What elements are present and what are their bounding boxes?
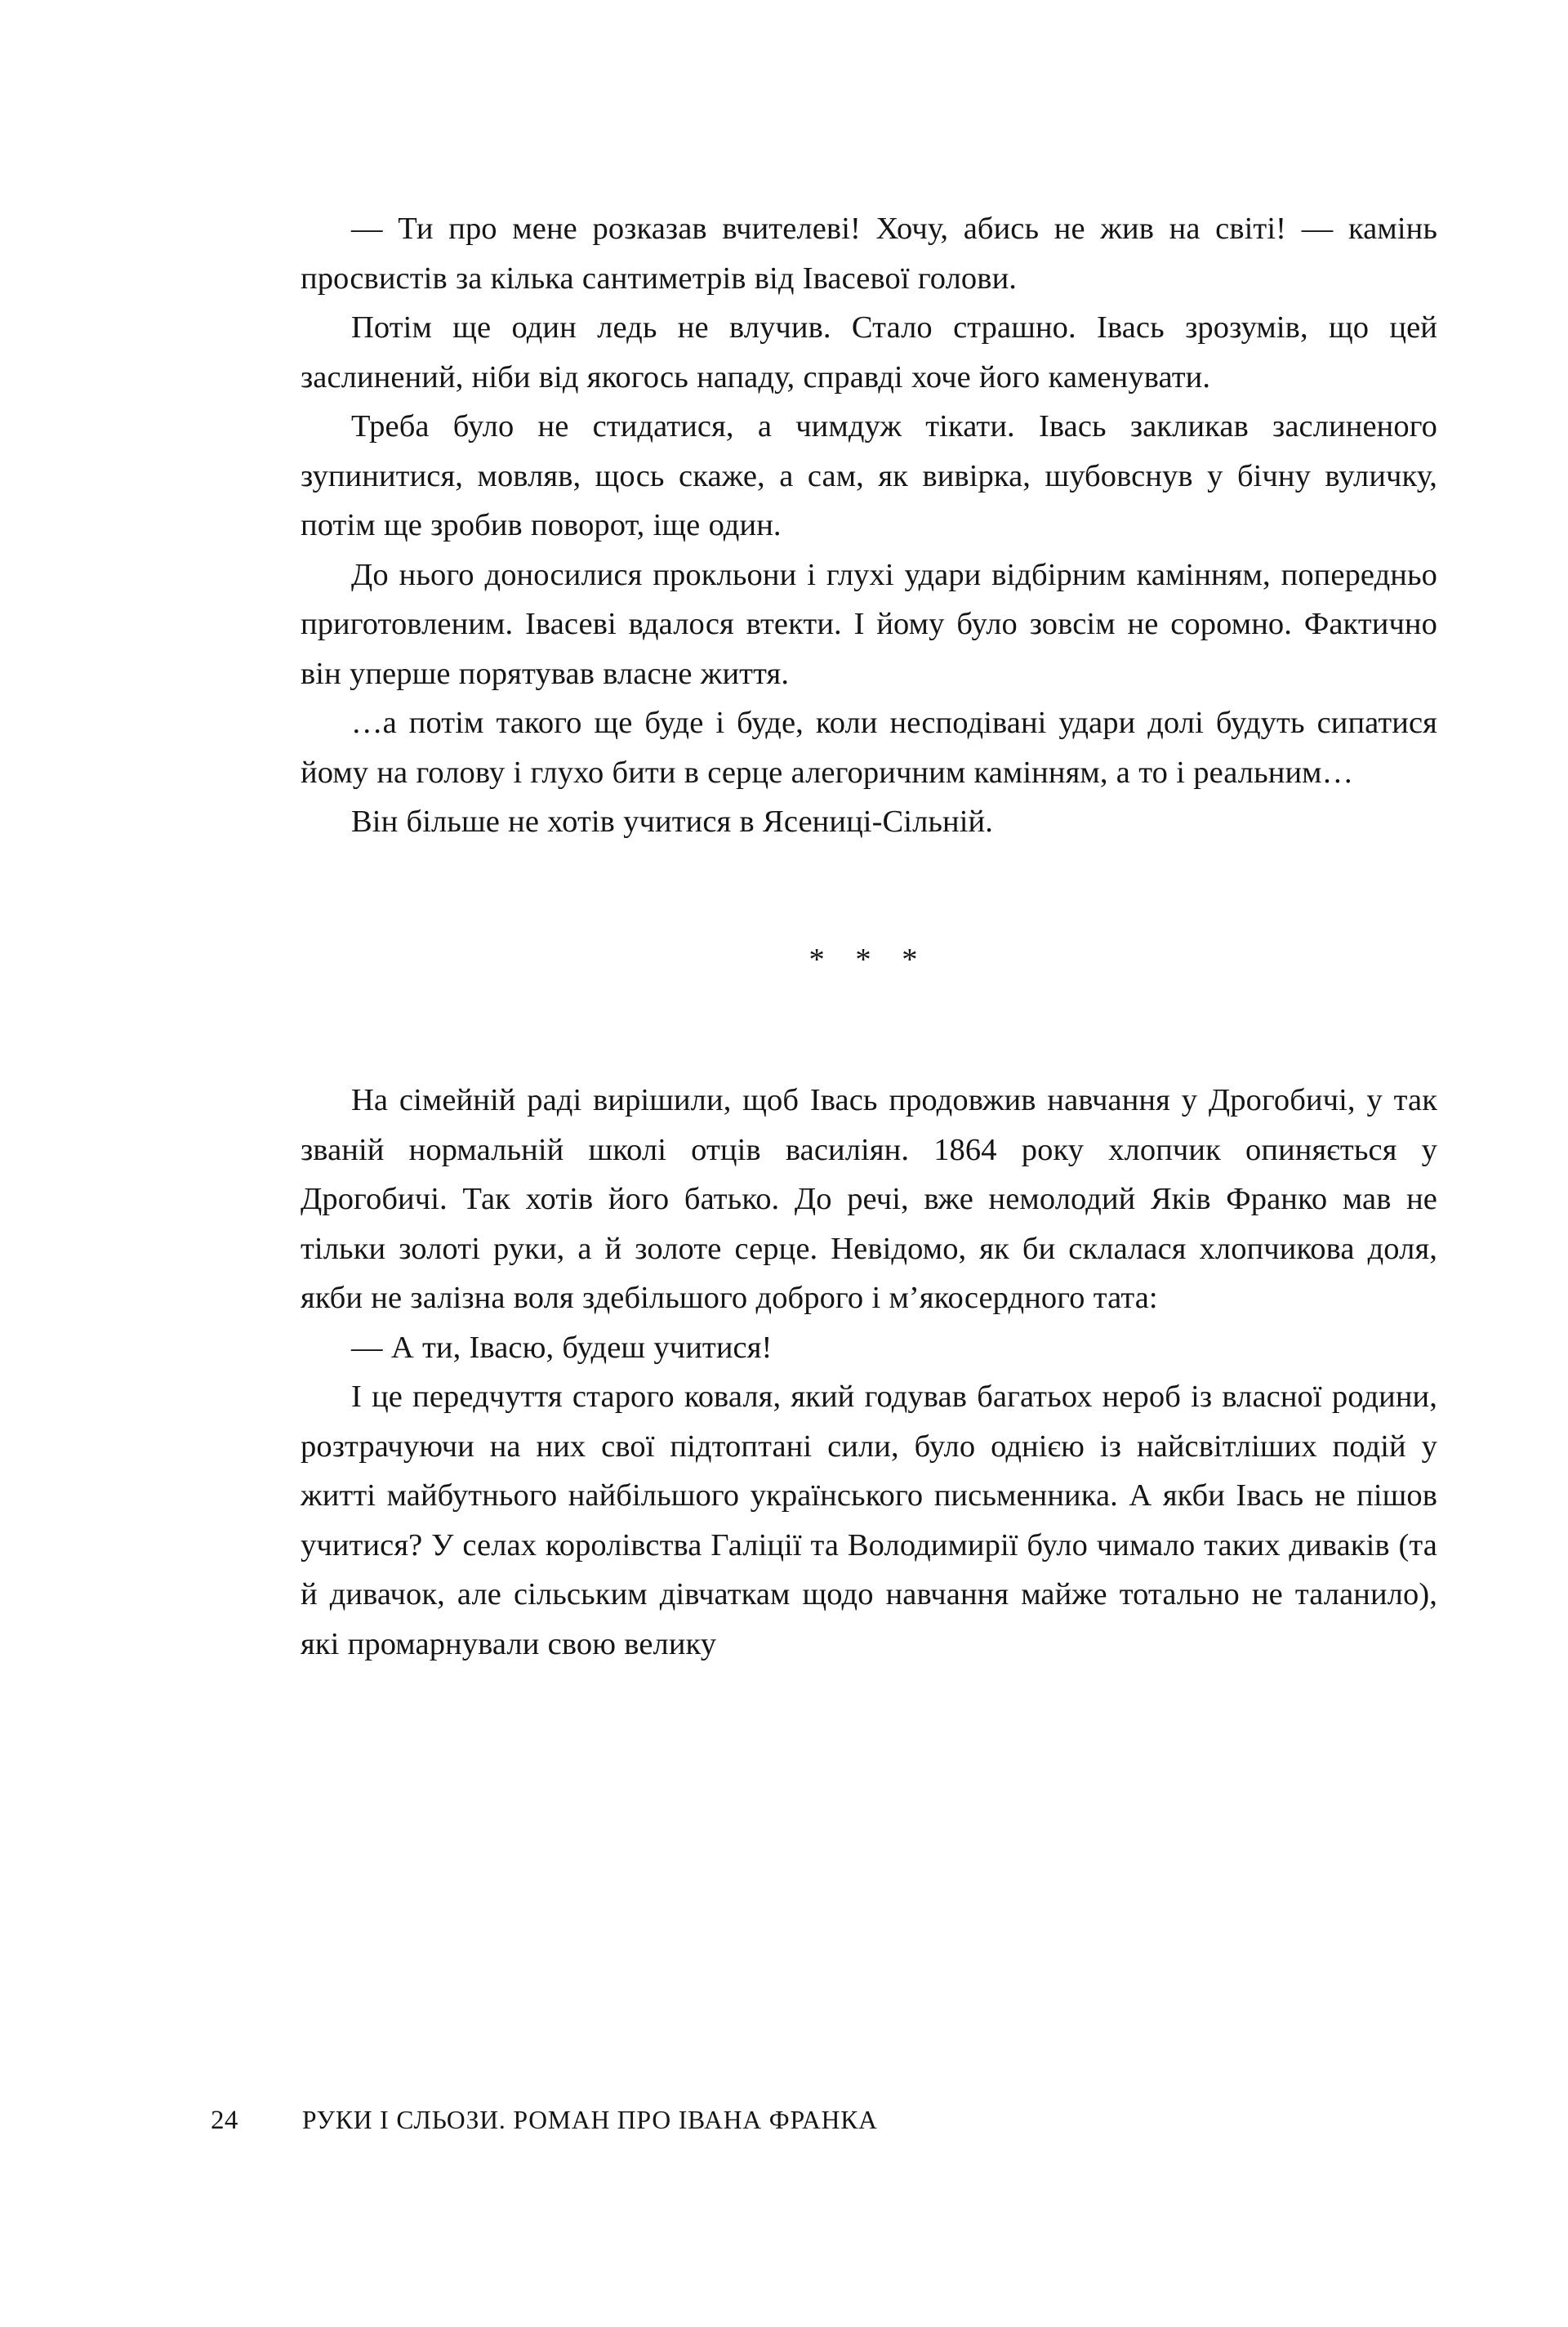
paragraph-6: Він більше не хотів учитися в Ясениці-Сільній.	[351, 805, 993, 839]
page-footer	[211, 2104, 1387, 2137]
spacer-above-section-break	[301, 847, 1437, 935]
paragraph-1: — Ти про мене розказав вчителеві! Хочу, абись не жив на світі! — камінь просвистів за кілька сантиметрів від Івасевої голови.	[301, 212, 1437, 296]
paragraph-2: Потім ще один ледь не влучив. Стало страшно. Івась зрозумів, що цей заслинений, ніби від якогось нападу, справді хоче його каменувати.	[301, 310, 1437, 395]
paragraph-8: — А ти, Івасю, будеш учитися!	[351, 1330, 773, 1365]
paragraph-3: Треба було не стидатися, а чимдуж тікати. Івась закликав заслиненого зупинитися, мовляв, щось скаже, а сам, як вивірка, шубовснув у бічну вуличку, потім ще зробив поворот, іще один.	[301, 409, 1437, 542]
paragraph-7: На сімейній раді вирішили, щоб Івась продовжив навчання у Дрогобичі, у так званій нормальній школі отців василіян. 1864 року хлопчик опиняється у Дрогобичі. Так хотів його батько. До речі, вже немолодий Яків Франко мав не тільки золоті руки, а й золоте серце. Невідомо, як би склалася хлопчикова доля, якби не залізна воля здебільшого доброго і м’якосердного тата:	[301, 1083, 1437, 1315]
paragraph-4: До нього доносилися прокльони і глухі удари відбірним камінням, попередньо приготовленим. Івасеві вдалося втекти. І йому було зовсім не соромно. Фактично він уперше порятував власне життя.	[301, 557, 1437, 691]
spacer-below-section-break	[301, 984, 1437, 1076]
body-text-column	[301, 204, 1437, 1669]
section-break-asterisks: * * *	[808, 942, 929, 977]
paragraph-5: …а потім такого ще буде і буде, коли несподівані удари долі будуть сипатися йому на голову і глухо бити в серце алегоричним камінням, а то і реальним…	[301, 706, 1437, 790]
page-number: 24	[211, 2106, 238, 2135]
paragraph-9: І це передчуття старого коваля, який годував багатьох нероб із власної родини, розтрачуючи на них свої підтоптані сили, було однією із найсвітліших подій у житті майбутнього найбільшого українського письменника. А якби Івась не пішов учитися? У селах королівства Галіції та Володимирії було чимало таких диваків (та й дивачок, але сільським дівчаткам щодо навчання майже тотально не таланило), які промарнували свою велику	[301, 1380, 1437, 1661]
running-head-title: РУКИ І СЛЬОЗИ. РОМАН ПРО ІВАНА ФРАНКА	[302, 2106, 878, 2134]
